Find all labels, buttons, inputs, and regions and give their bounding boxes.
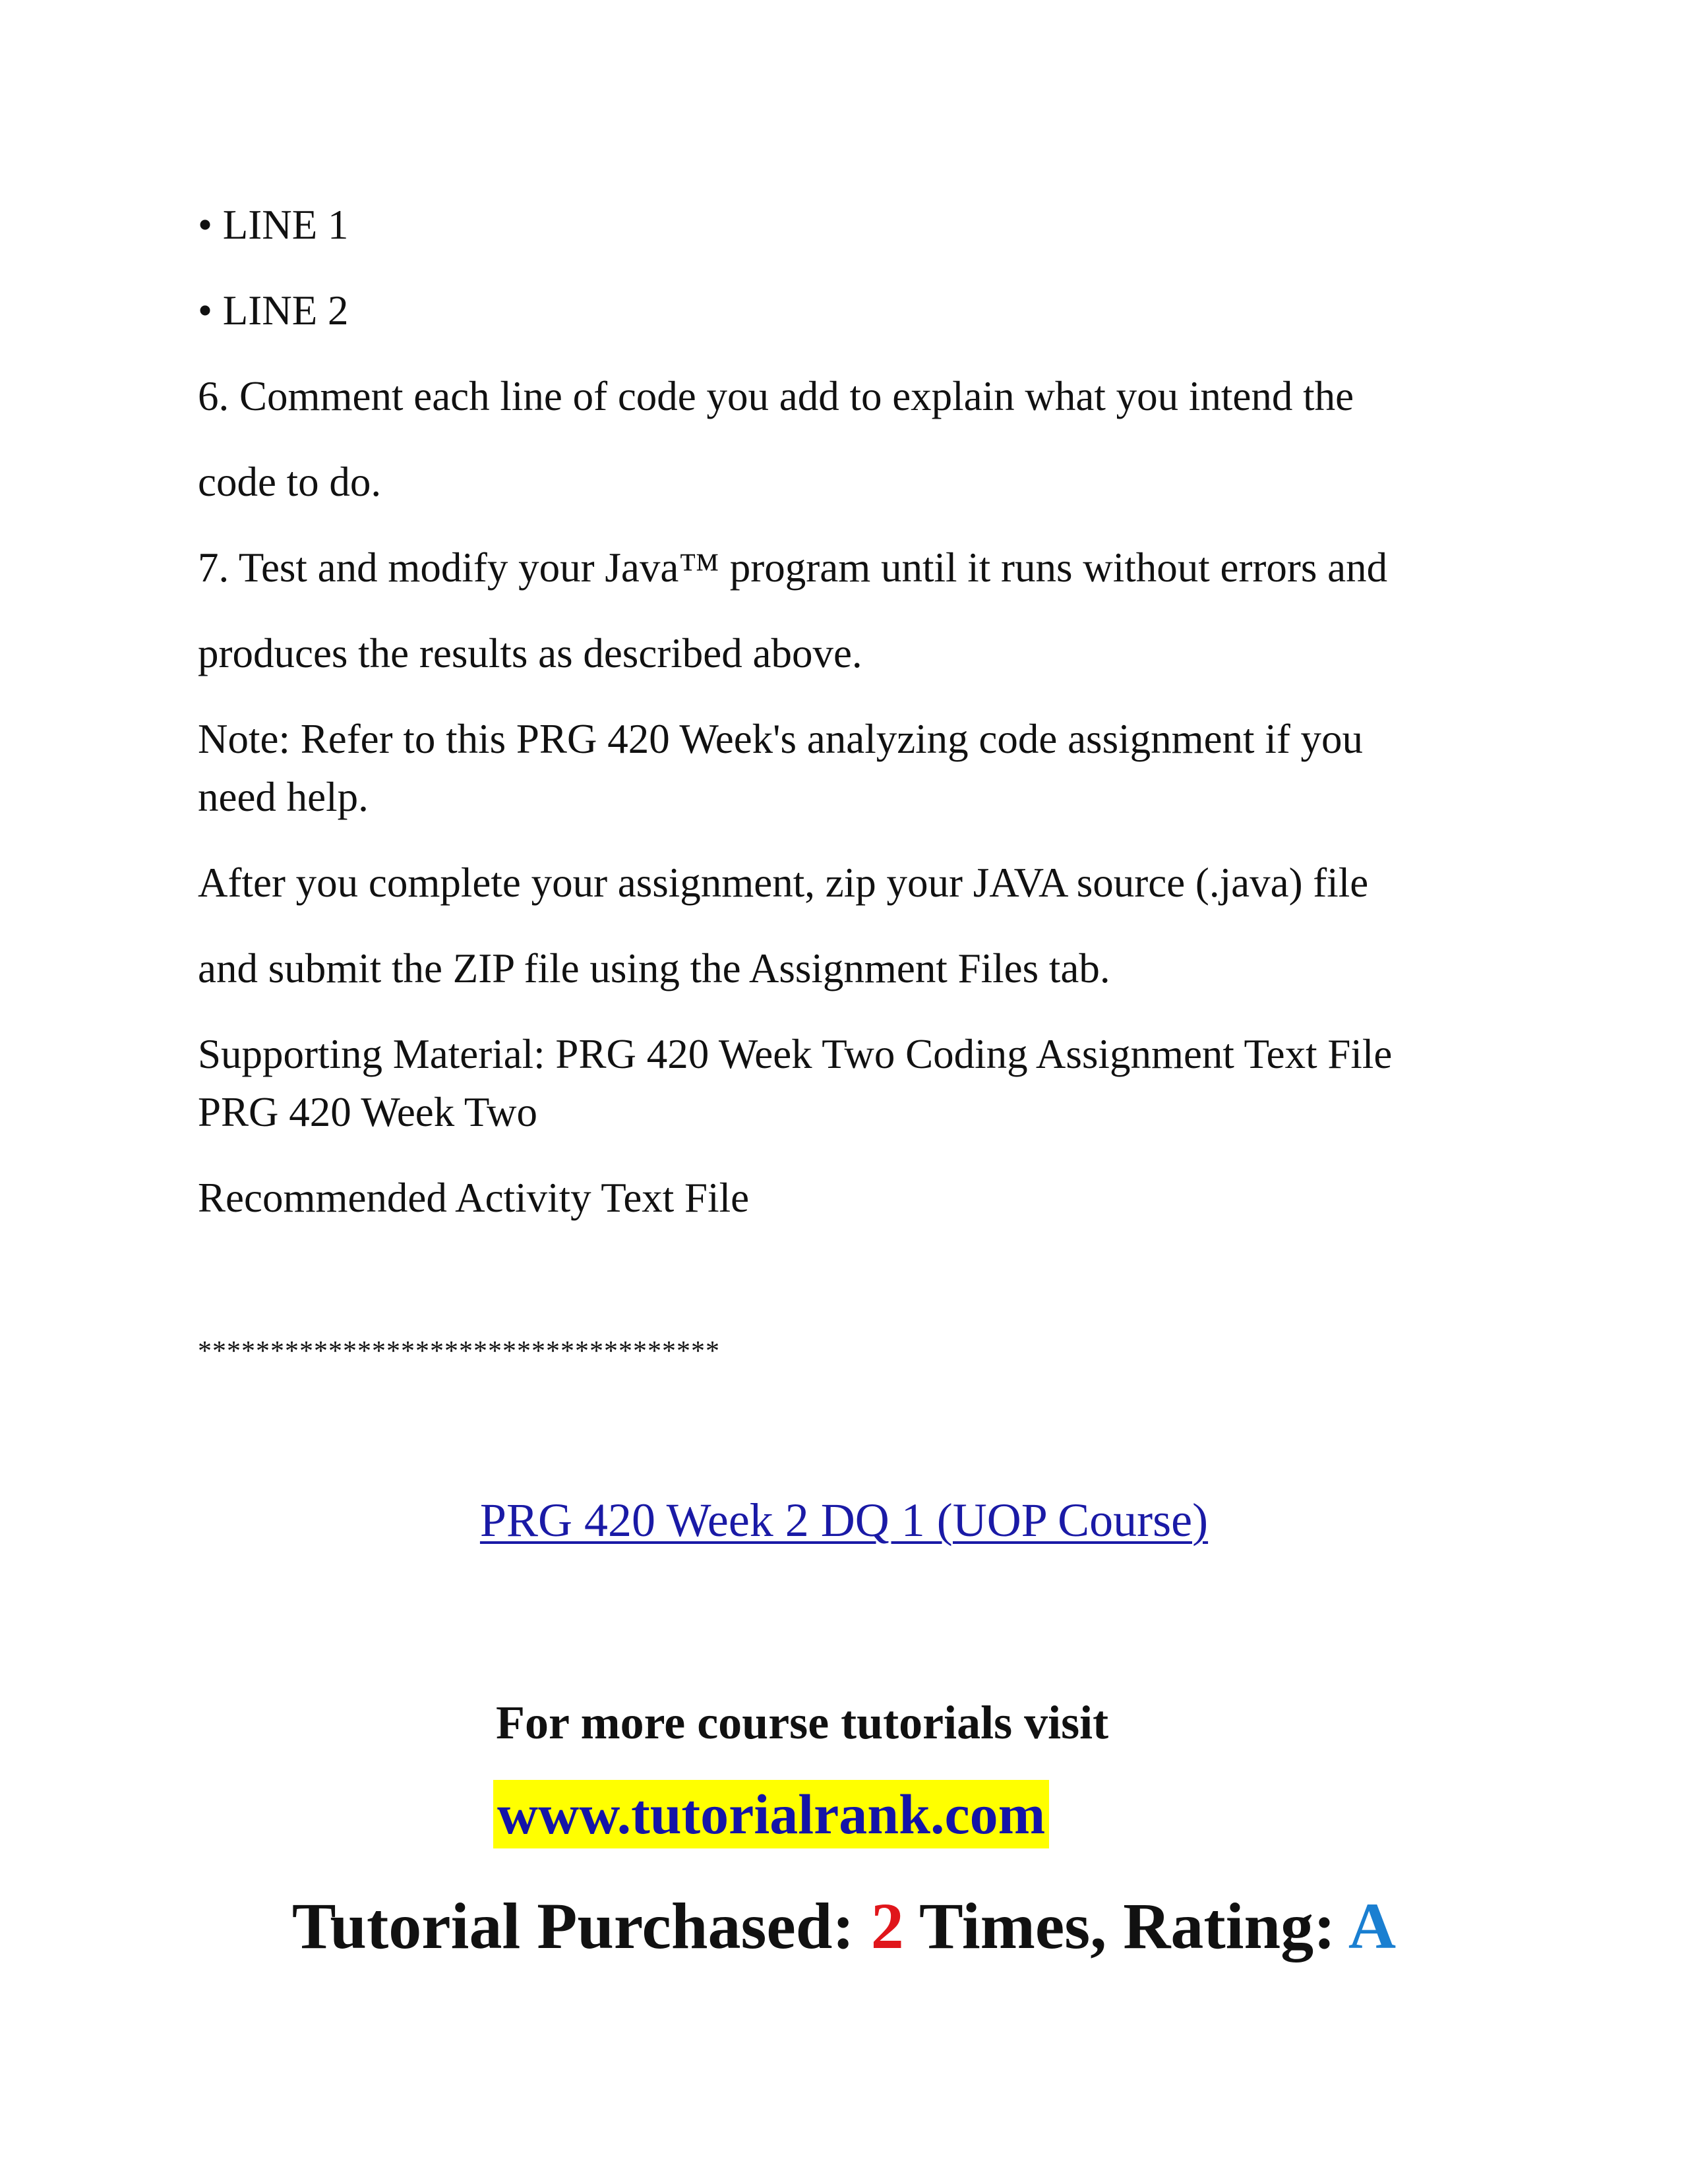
supporting-material-line-2: PRG 420 Week Two: [198, 1089, 537, 1135]
purchased-label: Tutorial Purchased:: [291, 1889, 855, 1963]
note-line-2: need help.: [198, 774, 369, 820]
supporting-material-line-1: Supporting Material: PRG 420 Week Two Coding Assignment Text File: [198, 1031, 1393, 1077]
separator: ************************************: [198, 1336, 720, 1367]
next-link-row: [0, 1494, 1688, 1547]
bullet-line-2: • LINE 2: [198, 287, 349, 334]
next-course-link[interactable]: PRG 420 Week 2 DQ 1 (UOP Course): [479, 1494, 1209, 1547]
step-7-line-2: produces the results as described above.: [198, 630, 862, 676]
step-6-line-2: code to do.: [198, 459, 382, 505]
submit-line-2: and submit the ZIP file using the Assignment Files tab.: [198, 945, 1110, 991]
submit-line-1: After you complete your assignment, zip your JAVA source (.java) file: [198, 860, 1369, 906]
website-highlight: [493, 1780, 1049, 1848]
step-7-line-1: 7. Test and modify your Java™ program until it runs without errors and: [198, 545, 1388, 591]
bullet-line-1: • LINE 1: [198, 202, 349, 248]
website-link[interactable]: www.tutorialrank.com: [497, 1783, 1046, 1846]
purchase-summary: [0, 1889, 1688, 1963]
rating-value: A: [1348, 1889, 1397, 1963]
times-rating-label: Times, Rating:: [919, 1889, 1336, 1963]
visit-text: For more course tutorials visit: [496, 1696, 1109, 1749]
note-line-1: Note: Refer to this PRG 420 Week's analyzing code assignment if you: [198, 716, 1364, 762]
recommended-activity-line: Recommended Activity Text File: [198, 1175, 750, 1221]
purchased-count: 2: [870, 1889, 904, 1963]
step-6-line-1: 6. Comment each line of code you add to explain what you intend the: [198, 373, 1354, 419]
